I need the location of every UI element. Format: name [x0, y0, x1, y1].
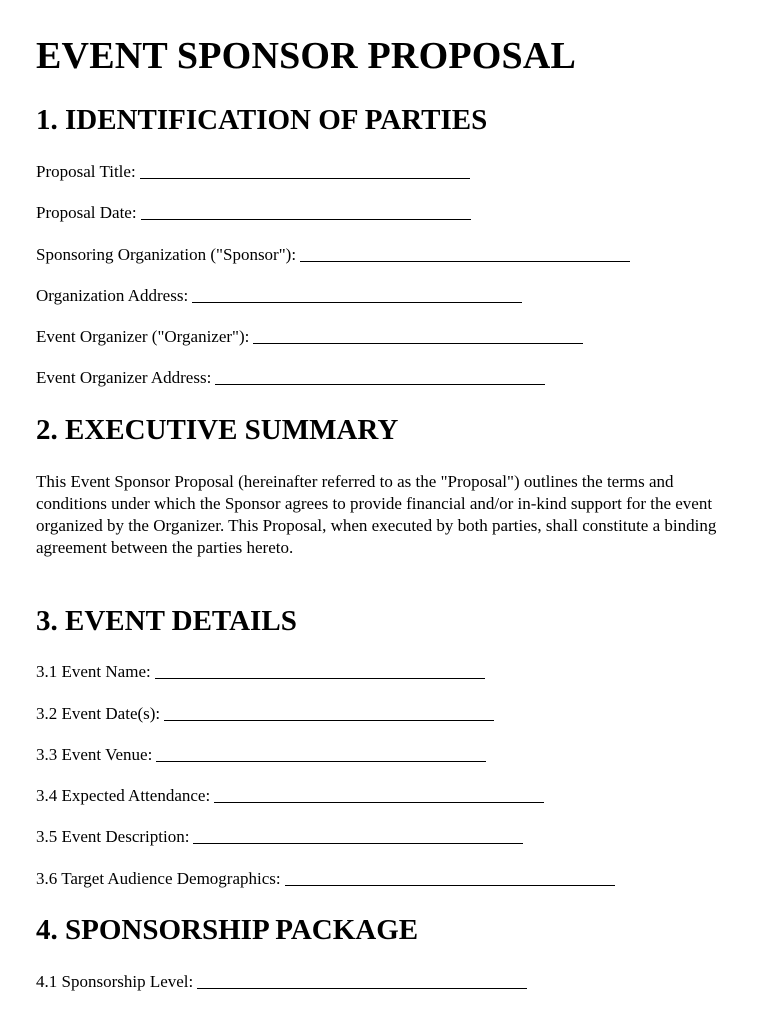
blank-line: [300, 260, 630, 262]
field-event-dates: [36, 704, 494, 724]
field-label: 3.2 Event Date(s):: [36, 704, 161, 723]
field-organization-address: [36, 286, 522, 306]
field-label: 3.6 Target Audience Demographics:: [36, 869, 281, 888]
blank-line: [193, 842, 523, 844]
field-label: 4.1 Sponsorship Level:: [36, 972, 194, 991]
field-event-organizer-address: [36, 368, 545, 388]
field-label: Proposal Title:: [36, 162, 136, 181]
blank-line: [197, 987, 527, 989]
field-label: Organization Address:: [36, 286, 189, 305]
field-label: Sponsoring Organization ("Sponsor"):: [36, 245, 297, 264]
blank-line: [164, 719, 494, 721]
blank-line: [155, 677, 485, 679]
section-heading-sponsorship-package: 4. SPONSORSHIP PACKAGE: [36, 914, 419, 946]
field-event-description: [36, 827, 523, 847]
blank-line: [253, 342, 583, 344]
field-proposal-title: [36, 162, 470, 182]
blank-line: [140, 177, 470, 179]
blank-line: [156, 760, 486, 762]
field-label: Event Organizer Address:: [36, 368, 212, 387]
section-heading-identification: 1. IDENTIFICATION OF PARTIES: [36, 104, 488, 136]
field-sponsoring-organization: [36, 245, 630, 265]
section-heading-executive-summary: 2. EXECUTIVE SUMMARY: [36, 414, 399, 446]
field-target-audience-demographics: [36, 869, 615, 889]
document-title: EVENT SPONSOR PROPOSAL: [36, 35, 577, 77]
field-label: 3.3 Event Venue:: [36, 745, 153, 764]
field-event-name: [36, 662, 485, 682]
field-sponsorship-level: [36, 972, 527, 992]
blank-line: [214, 801, 544, 803]
blank-line: [141, 218, 471, 220]
blank-line: [215, 383, 545, 385]
field-label: 3.1 Event Name:: [36, 662, 151, 681]
field-label: 3.5 Event Description:: [36, 827, 190, 846]
field-event-venue: [36, 745, 486, 765]
field-label: 3.4 Expected Attendance:: [36, 786, 211, 805]
field-expected-attendance: [36, 786, 544, 806]
blank-line: [192, 301, 522, 303]
field-label: Proposal Date:: [36, 203, 137, 222]
field-event-organizer: [36, 327, 583, 347]
section-heading-event-details: 3. EVENT DETAILS: [36, 605, 297, 637]
blank-line: [285, 884, 615, 886]
field-label: Event Organizer ("Organizer"):: [36, 327, 250, 346]
executive-summary-paragraph: This Event Sponsor Proposal (hereinafter referred to as the "Proposal") outlines the terms and conditions under which the Sponsor agrees to provide financial and/or in-kind support for the event organized by the Organizer. This Proposal, when executed by both parties, shall constitute a binding agreement between the parties hereto.: [36, 472, 717, 557]
field-proposal-date: [36, 203, 471, 223]
